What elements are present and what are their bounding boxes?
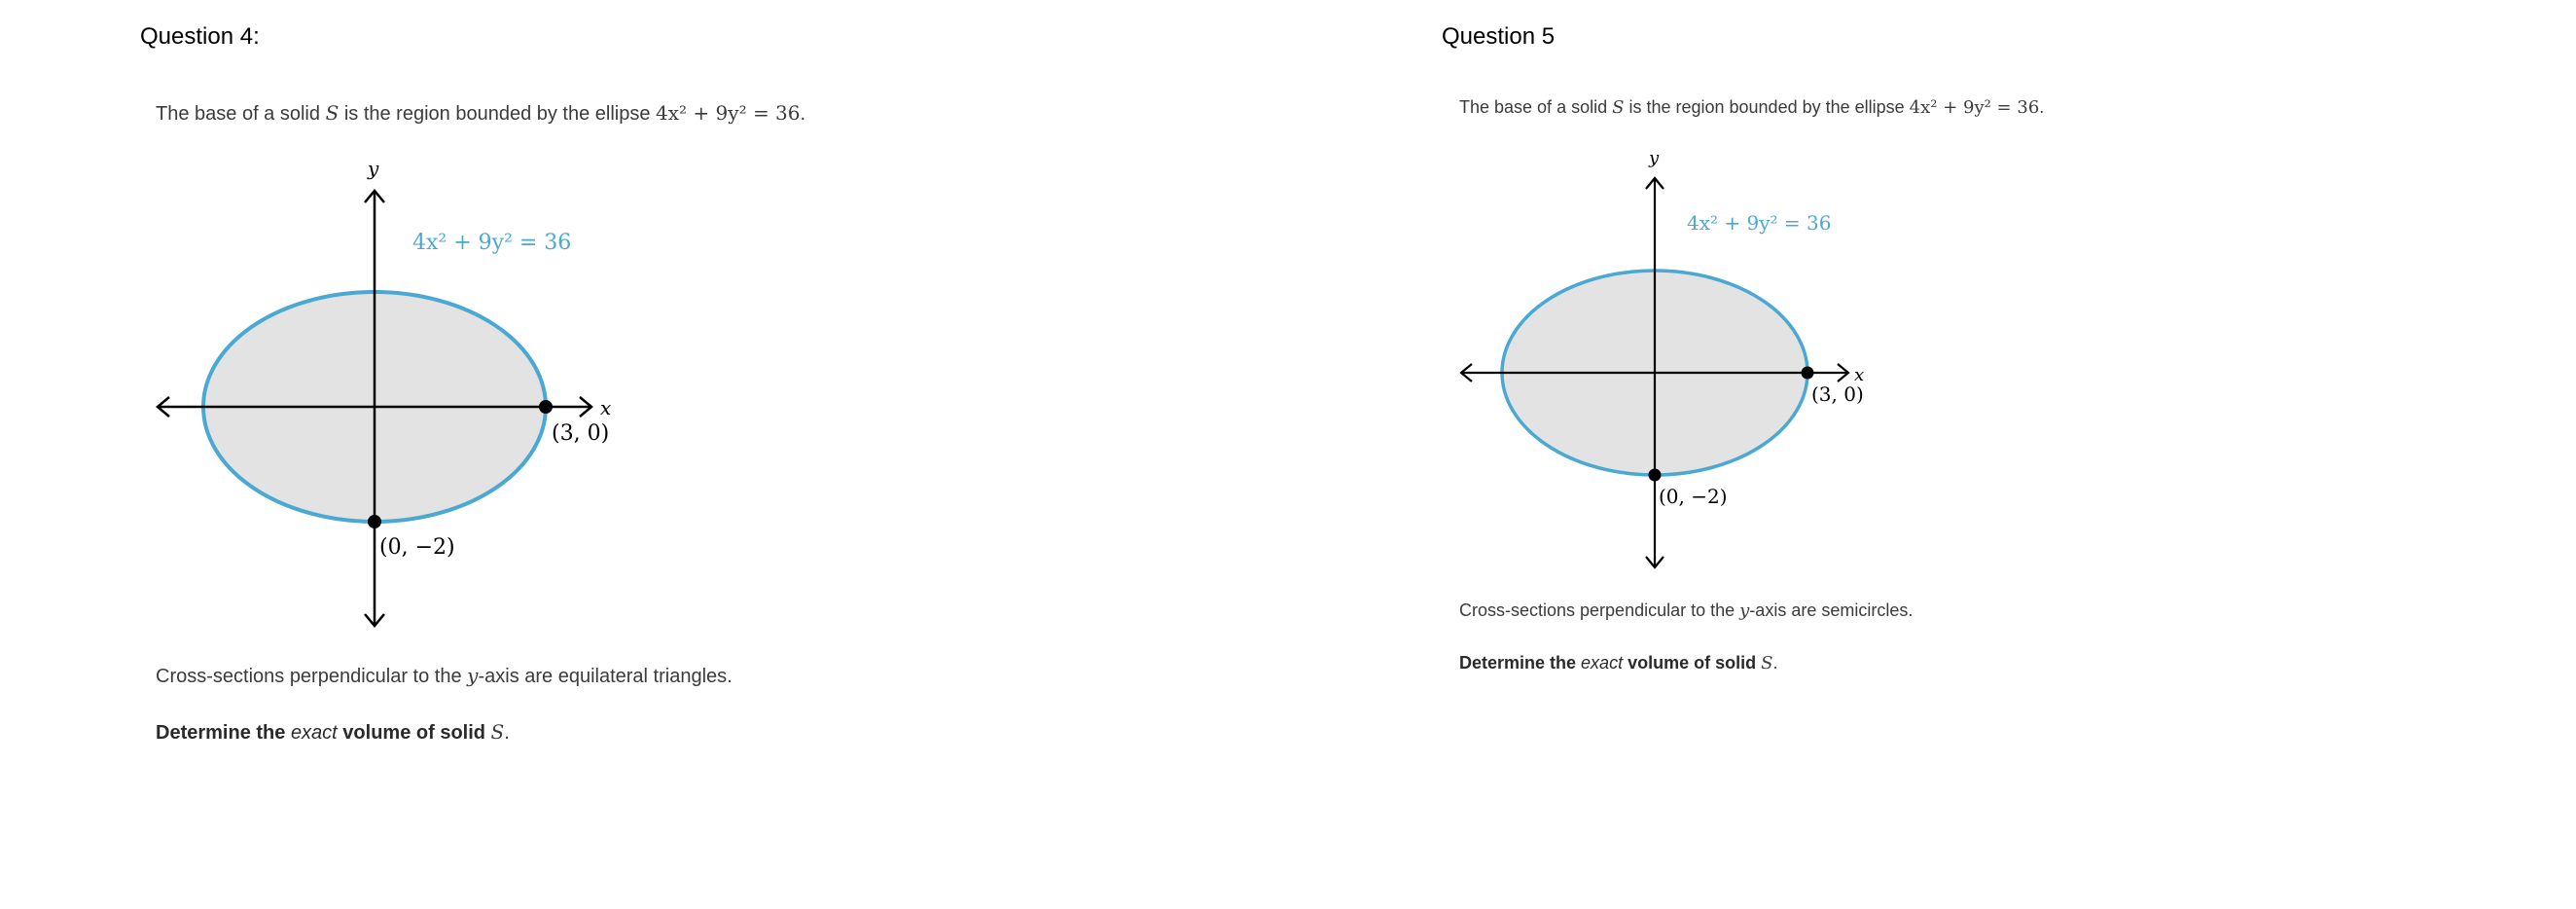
y-axis-label: y xyxy=(368,157,379,180)
question-5-intro: The base of a solid S is the region bounded by the ellipse 4x² + 9y² = 36. xyxy=(1459,97,2045,118)
question-4-cross-sections: Cross-sections perpendicular to the y-axis are equilateral triangles. xyxy=(156,664,733,687)
point-0-neg2-label: (0, −2) xyxy=(1659,485,1728,508)
point-3-0-label: (3, 0) xyxy=(552,421,610,446)
question-4-determine: Determine the exact volume of solid S. xyxy=(156,720,510,744)
ellipse-equation: 4x² + 9y² = 36 xyxy=(1909,97,2040,118)
x-axis-label: x xyxy=(1854,365,1865,385)
point-0-neg2 xyxy=(1649,469,1662,482)
question-5-title: Question 5 xyxy=(1442,23,1556,50)
question-4-intro: The base of a solid S is the region bounded by the ellipse 4x² + 9y² = 36. xyxy=(156,101,806,125)
point-3-0-label: (3, 0) xyxy=(1811,382,1864,406)
curve-label: 4x² + 9y² = 36 xyxy=(1687,211,1832,235)
point-0-neg2-label: (0, −2) xyxy=(379,535,455,560)
question-5-cross-sections: Cross-sections perpendicular to the y-axis are semicircles. xyxy=(1459,600,1914,621)
question-5-determine: Determine the exact volume of solid S. xyxy=(1459,653,1778,673)
ellipse-equation: 4x² + 9y² = 36 xyxy=(656,101,801,125)
question-4-title: Question 4: xyxy=(140,23,260,50)
curve-label: 4x² + 9y² = 36 xyxy=(412,231,572,255)
point-3-0 xyxy=(1802,367,1814,380)
x-axis-label: x xyxy=(600,396,612,419)
y-axis-label: y xyxy=(1649,148,1660,168)
